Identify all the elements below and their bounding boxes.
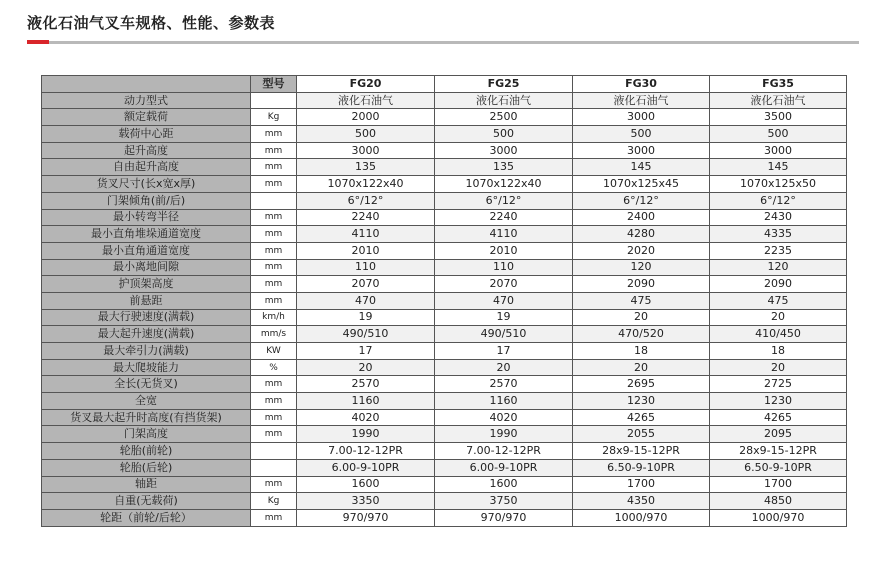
- model-header-fg30: FG30: [573, 76, 710, 93]
- value-cell-fg35: 28x9-15-12PR: [710, 443, 847, 460]
- title-accent-bar: [27, 40, 49, 44]
- param-label: 最大起升速度(满载): [42, 326, 251, 343]
- table-row: [42, 326, 847, 343]
- table-row: [42, 376, 847, 393]
- value-cell-fg30: 2400: [573, 209, 710, 226]
- value-cell-fg35: 20: [710, 309, 847, 326]
- table-row: [42, 359, 847, 376]
- value-cell-fg35: 2095: [710, 426, 847, 443]
- param-label: 最小离地间隙: [42, 259, 251, 276]
- value-cell-fg20: 470: [297, 292, 435, 309]
- value-cell-fg35: 6°/12°: [710, 192, 847, 209]
- value-cell-fg25: 6°/12°: [435, 192, 573, 209]
- value-cell-fg35: 1700: [710, 476, 847, 493]
- table-row: [42, 259, 847, 276]
- table-row: [42, 92, 847, 109]
- value-cell-fg20: 1070x122x40: [297, 176, 435, 193]
- value-cell-fg20: 110: [297, 259, 435, 276]
- value-cell-fg20: 970/970: [297, 509, 435, 526]
- value-cell-fg25: 1160: [435, 393, 573, 410]
- value-cell-fg25: 1600: [435, 476, 573, 493]
- table-row: [42, 292, 847, 309]
- unit-cell: mm: [251, 209, 297, 226]
- value-cell-fg30: 28x9-15-12PR: [573, 443, 710, 460]
- table-row: [42, 493, 847, 510]
- param-label: 起升高度: [42, 142, 251, 159]
- param-column-header: [42, 76, 251, 93]
- value-cell-fg35: 4850: [710, 493, 847, 510]
- value-cell-fg30: 3000: [573, 142, 710, 159]
- value-cell-fg25: 135: [435, 159, 573, 176]
- param-label: 最大牵引力(满载): [42, 343, 251, 360]
- value-cell-fg25: 17: [435, 343, 573, 360]
- value-cell-fg25: 7.00-12-12PR: [435, 443, 573, 460]
- value-cell-fg20: 液化石油气: [297, 92, 435, 109]
- value-cell-fg25: 970/970: [435, 509, 573, 526]
- table-row: [42, 226, 847, 243]
- param-label: 最大行驶速度(满载): [42, 309, 251, 326]
- param-label: 货叉最大起升时高度(有挡货架): [42, 409, 251, 426]
- value-cell-fg25: 2070: [435, 276, 573, 293]
- value-cell-fg25: 110: [435, 259, 573, 276]
- value-cell-fg35: 6.50-9-10PR: [710, 459, 847, 476]
- unit-cell: mm: [251, 509, 297, 526]
- unit-cell: mm: [251, 393, 297, 410]
- unit-cell: %: [251, 359, 297, 376]
- value-cell-fg35: 120: [710, 259, 847, 276]
- unit-cell: mm: [251, 159, 297, 176]
- value-cell-fg30: 2055: [573, 426, 710, 443]
- value-cell-fg35: 2725: [710, 376, 847, 393]
- param-label: 轮距（前轮/后轮）: [42, 509, 251, 526]
- value-cell-fg20: 490/510: [297, 326, 435, 343]
- value-cell-fg35: 18: [710, 343, 847, 360]
- unit-cell: mm: [251, 176, 297, 193]
- unit-cell: mm: [251, 276, 297, 293]
- unit-cell: mm: [251, 409, 297, 426]
- table-row: [42, 126, 847, 143]
- param-label: 动力型式: [42, 92, 251, 109]
- unit-cell: Kg: [251, 493, 297, 510]
- value-cell-fg20: 6°/12°: [297, 192, 435, 209]
- table-row: [42, 159, 847, 176]
- model-header-fg25: FG25: [435, 76, 573, 93]
- table-row: [42, 476, 847, 493]
- unit-cell: mm: [251, 476, 297, 493]
- unit-cell: [251, 192, 297, 209]
- value-cell-fg30: 20: [573, 309, 710, 326]
- table-row: [42, 459, 847, 476]
- unit-cell: [251, 92, 297, 109]
- value-cell-fg20: 1160: [297, 393, 435, 410]
- value-cell-fg25: 20: [435, 359, 573, 376]
- param-label: 自由起升高度: [42, 159, 251, 176]
- table-row: [42, 276, 847, 293]
- value-cell-fg25: 2010: [435, 242, 573, 259]
- value-cell-fg30: 20: [573, 359, 710, 376]
- param-label: 自重(无载荷): [42, 493, 251, 510]
- value-cell-fg35: 1000/970: [710, 509, 847, 526]
- value-cell-fg35: 2090: [710, 276, 847, 293]
- param-label: 轮胎(后轮): [42, 459, 251, 476]
- value-cell-fg30: 475: [573, 292, 710, 309]
- value-cell-fg25: 3000: [435, 142, 573, 159]
- value-cell-fg20: 2000: [297, 109, 435, 126]
- param-label: 门架倾角(前/后): [42, 192, 251, 209]
- value-cell-fg30: 1070x125x45: [573, 176, 710, 193]
- unit-cell: mm: [251, 292, 297, 309]
- value-cell-fg20: 2240: [297, 209, 435, 226]
- model-column-header: 型号: [251, 76, 297, 93]
- value-cell-fg25: 2500: [435, 109, 573, 126]
- value-cell-fg30: 18: [573, 343, 710, 360]
- table-row: [42, 443, 847, 460]
- value-cell-fg20: 1600: [297, 476, 435, 493]
- value-cell-fg30: 470/520: [573, 326, 710, 343]
- value-cell-fg25: 4110: [435, 226, 573, 243]
- unit-cell: [251, 443, 297, 460]
- value-cell-fg25: 500: [435, 126, 573, 143]
- param-label: 最大爬坡能力: [42, 359, 251, 376]
- value-cell-fg30: 液化石油气: [573, 92, 710, 109]
- value-cell-fg30: 120: [573, 259, 710, 276]
- value-cell-fg30: 1000/970: [573, 509, 710, 526]
- value-cell-fg25: 1990: [435, 426, 573, 443]
- value-cell-fg35: 500: [710, 126, 847, 143]
- value-cell-fg20: 20: [297, 359, 435, 376]
- value-cell-fg20: 6.00-9-10PR: [297, 459, 435, 476]
- table-row: [42, 393, 847, 410]
- value-cell-fg35: 3500: [710, 109, 847, 126]
- value-cell-fg20: 17: [297, 343, 435, 360]
- value-cell-fg30: 6°/12°: [573, 192, 710, 209]
- value-cell-fg25: 1070x122x40: [435, 176, 573, 193]
- param-label: 门架高度: [42, 426, 251, 443]
- param-label: 全长(无货叉): [42, 376, 251, 393]
- value-cell-fg20: 7.00-12-12PR: [297, 443, 435, 460]
- value-cell-fg20: 135: [297, 159, 435, 176]
- value-cell-fg25: 490/510: [435, 326, 573, 343]
- value-cell-fg35: 1070x125x50: [710, 176, 847, 193]
- value-cell-fg30: 500: [573, 126, 710, 143]
- table-row: [42, 426, 847, 443]
- unit-cell: km/h: [251, 309, 297, 326]
- value-cell-fg30: 3000: [573, 109, 710, 126]
- value-cell-fg30: 2090: [573, 276, 710, 293]
- value-cell-fg35: 1230: [710, 393, 847, 410]
- param-label: 前悬距: [42, 292, 251, 309]
- spec-table-body: [42, 92, 847, 526]
- param-label: 货叉尺寸(长x宽x厚): [42, 176, 251, 193]
- value-cell-fg20: 500: [297, 126, 435, 143]
- value-cell-fg35: 3000: [710, 142, 847, 159]
- unit-cell: KW: [251, 343, 297, 360]
- value-cell-fg35: 2430: [710, 209, 847, 226]
- value-cell-fg35: 2235: [710, 242, 847, 259]
- unit-cell: mm: [251, 226, 297, 243]
- value-cell-fg25: 470: [435, 292, 573, 309]
- unit-cell: Kg: [251, 109, 297, 126]
- value-cell-fg20: 4110: [297, 226, 435, 243]
- param-label: 最小转弯半径: [42, 209, 251, 226]
- param-label: 护顶架高度: [42, 276, 251, 293]
- unit-cell: mm: [251, 259, 297, 276]
- value-cell-fg25: 19: [435, 309, 573, 326]
- unit-cell: mm: [251, 126, 297, 143]
- table-row: [42, 209, 847, 226]
- param-label: 轮胎(前轮): [42, 443, 251, 460]
- table-row: [42, 242, 847, 259]
- title-divider: [27, 41, 859, 44]
- value-cell-fg35: 4335: [710, 226, 847, 243]
- value-cell-fg30: 4350: [573, 493, 710, 510]
- value-cell-fg35: 4265: [710, 409, 847, 426]
- value-cell-fg30: 2020: [573, 242, 710, 259]
- table-row: [42, 309, 847, 326]
- value-cell-fg35: 410/450: [710, 326, 847, 343]
- value-cell-fg20: 2070: [297, 276, 435, 293]
- value-cell-fg20: 19: [297, 309, 435, 326]
- value-cell-fg20: 2570: [297, 376, 435, 393]
- spec-table: [41, 75, 847, 527]
- unit-cell: mm: [251, 142, 297, 159]
- value-cell-fg35: 液化石油气: [710, 92, 847, 109]
- table-row: [42, 343, 847, 360]
- value-cell-fg25: 3750: [435, 493, 573, 510]
- table-row: [42, 509, 847, 526]
- table-header-row: [42, 76, 847, 93]
- value-cell-fg20: 2010: [297, 242, 435, 259]
- unit-cell: mm: [251, 376, 297, 393]
- model-header-fg20: FG20: [297, 76, 435, 93]
- value-cell-fg35: 475: [710, 292, 847, 309]
- value-cell-fg30: 4265: [573, 409, 710, 426]
- param-label: 轴距: [42, 476, 251, 493]
- table-row: [42, 409, 847, 426]
- value-cell-fg25: 4020: [435, 409, 573, 426]
- unit-cell: mm/s: [251, 326, 297, 343]
- value-cell-fg20: 3350: [297, 493, 435, 510]
- param-label: 载荷中心距: [42, 126, 251, 143]
- value-cell-fg20: 3000: [297, 142, 435, 159]
- value-cell-fg25: 2570: [435, 376, 573, 393]
- value-cell-fg30: 6.50-9-10PR: [573, 459, 710, 476]
- table-row: [42, 176, 847, 193]
- value-cell-fg20: 1990: [297, 426, 435, 443]
- value-cell-fg35: 20: [710, 359, 847, 376]
- param-label: 全宽: [42, 393, 251, 410]
- value-cell-fg30: 145: [573, 159, 710, 176]
- unit-cell: mm: [251, 242, 297, 259]
- param-label: 额定载荷: [42, 109, 251, 126]
- value-cell-fg30: 1230: [573, 393, 710, 410]
- param-label: 最小直角通道宽度: [42, 242, 251, 259]
- table-row: [42, 192, 847, 209]
- value-cell-fg20: 4020: [297, 409, 435, 426]
- value-cell-fg30: 4280: [573, 226, 710, 243]
- unit-cell: mm: [251, 426, 297, 443]
- page-title: 液化石油气叉车规格、性能、参数表: [27, 14, 276, 32]
- model-header-fg35: FG35: [710, 76, 847, 93]
- value-cell-fg25: 液化石油气: [435, 92, 573, 109]
- value-cell-fg30: 1700: [573, 476, 710, 493]
- value-cell-fg25: 2240: [435, 209, 573, 226]
- unit-cell: [251, 459, 297, 476]
- value-cell-fg35: 145: [710, 159, 847, 176]
- value-cell-fg30: 2695: [573, 376, 710, 393]
- table-row: [42, 109, 847, 126]
- value-cell-fg25: 6.00-9-10PR: [435, 459, 573, 476]
- table-row: [42, 142, 847, 159]
- param-label: 最小直角堆垛通道宽度: [42, 226, 251, 243]
